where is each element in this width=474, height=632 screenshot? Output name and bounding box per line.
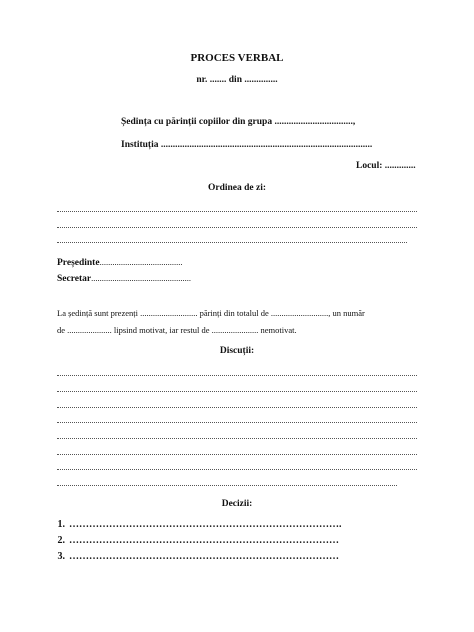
agenda-dotted-line [57,241,407,243]
attendance-line-2: de ..................... lipsind motivat, iar restul de ...................... nemotivat. [57,325,297,335]
president-dots: ....................................... [99,257,183,267]
president-label: Președinte [57,258,100,268]
president-line [57,257,182,268]
decision-dots: ……………………………………………………………………… [69,551,339,562]
secretary-dots: ............................................... [91,273,191,283]
decision-item-2 [49,535,339,546]
discussion-dotted-line [57,437,417,439]
discussion-dotted-line [57,453,417,455]
decision-item-3 [49,551,339,562]
decision-dots: ………………………………………………………………………. [69,519,342,530]
secretary-line [57,273,191,284]
discussion-dotted-line [57,374,417,376]
location-line: Locul: ............. [356,161,416,171]
attendance-line-1: La ședință sunt prezenți ........................... părinți din totalul de ..........................., un număr [57,308,365,318]
session-line: Ședința cu părinții copiilor din grupa ................................., [121,117,356,127]
document-number-line: nr. ....... din .............. [196,75,278,85]
discussion-dotted-line [57,484,397,486]
discussion-dotted-line [57,468,417,470]
document-title: PROCES VERBAL [190,52,284,64]
discussion-dotted-line [57,406,417,408]
agenda-heading: Ordinea de zi: [207,183,267,193]
decision-dots: ……………………………………………………………………… [69,535,339,546]
discussion-dotted-line [57,421,417,423]
decision-number: 2. [57,535,65,546]
agenda-dotted-line [57,226,417,228]
institution-line: Instituția ......................................................................................... [121,140,373,150]
agenda-dotted-line [57,210,417,212]
discussion-dotted-line [57,390,417,392]
secretary-label: Secretar [57,274,92,284]
decision-number: 3. [57,551,65,562]
discussions-heading: Discuții: [219,346,255,356]
decisions-heading: Decizii: [221,499,253,509]
decision-item-1 [49,519,342,530]
decision-number: 1. [57,519,65,530]
